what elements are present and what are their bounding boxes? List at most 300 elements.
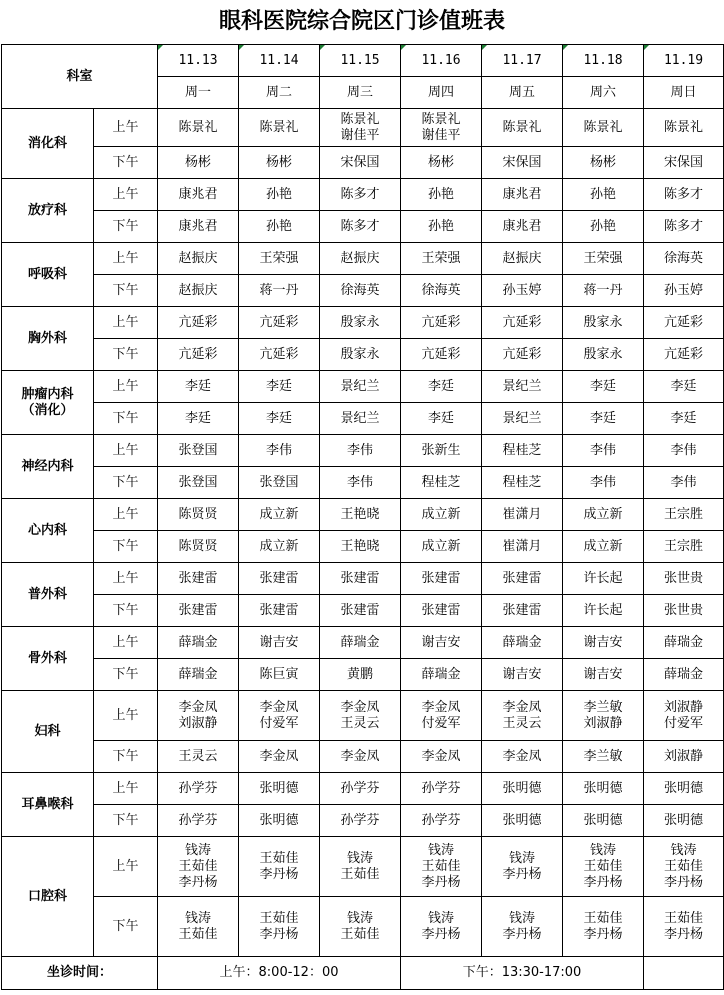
doctor-name: 孙艳 <box>266 186 293 202</box>
doctor-cell <box>158 897 239 957</box>
doctor-name: 薛瑞金 <box>421 666 461 682</box>
doctor-name: 孙学芬 <box>178 780 218 796</box>
doctor-name: 王荣强 <box>421 250 461 266</box>
duty-roster-table <box>1 44 724 990</box>
doctor-name: 杨彬 <box>185 154 212 170</box>
doctor-name: 李廷 <box>590 410 617 426</box>
doctor-cell <box>158 435 239 467</box>
doctor-name: 陈景礼 <box>340 111 380 127</box>
doctor-name: 李廷 <box>185 410 212 426</box>
doctor-cell <box>644 805 724 837</box>
doctor-name: 孙玉婷 <box>664 282 704 298</box>
doctor-name: 孙学芬 <box>340 812 380 828</box>
doctor-name: 钱涛 <box>509 910 536 926</box>
doctor-cell <box>158 179 239 211</box>
doctor-name: 亢延彩 <box>178 346 218 362</box>
doctor-name: 王艳晓 <box>340 506 380 522</box>
doctor-cell <box>320 897 401 957</box>
department-name: 骨外科 <box>2 627 94 691</box>
doctor-name: 钱涛 <box>347 850 374 866</box>
doctor-cell <box>482 805 563 837</box>
doctor-name: 李丹杨 <box>502 866 542 882</box>
doctor-name: 李廷 <box>185 378 212 394</box>
session-label: 下午 <box>94 897 158 957</box>
doctor-cell <box>239 659 320 691</box>
doctor-cell <box>563 435 644 467</box>
footer-empty-cell <box>644 957 724 990</box>
doctor-name: 崔潇月 <box>502 538 542 554</box>
doctor-name: 成立新 <box>259 538 299 554</box>
doctor-cell <box>644 897 724 957</box>
table-row <box>2 211 724 243</box>
doctor-cell <box>401 403 482 435</box>
doctor-name: 赵振庆 <box>340 250 380 266</box>
session-label: 下午 <box>94 339 158 371</box>
date-cell: 11.18 <box>563 45 644 77</box>
weekday-cell: 周一 <box>158 77 239 109</box>
doctor-cell <box>239 307 320 339</box>
department-name-line: 肿瘤内科 <box>21 386 74 402</box>
doctor-cell <box>239 805 320 837</box>
weekday-cell: 周三 <box>320 77 401 109</box>
doctor-cell <box>563 499 644 531</box>
doctor-name: 程桂芝 <box>502 442 542 458</box>
doctor-name: 钱涛 <box>185 910 212 926</box>
date-cell: 11.13 <box>158 45 239 77</box>
doctor-name: 张明德 <box>259 812 299 828</box>
doctor-name: 薛瑞金 <box>178 634 218 650</box>
doctor-cell <box>239 691 320 741</box>
doctor-cell <box>239 595 320 627</box>
doctor-cell <box>320 307 401 339</box>
session-label: 上午 <box>94 179 158 211</box>
doctor-name: 张明德 <box>502 812 542 828</box>
doctor-cell <box>158 627 239 659</box>
table-row <box>2 627 724 659</box>
doctor-name: 亢延彩 <box>259 314 299 330</box>
department-name: 呼吸科 <box>2 243 94 307</box>
doctor-cell <box>644 837 724 897</box>
page-title: 眼科医院综合院区门诊值班表 <box>218 9 505 34</box>
doctor-name: 谢吉安 <box>421 634 461 650</box>
doctor-cell <box>320 563 401 595</box>
doctor-name: 张建雷 <box>259 602 299 618</box>
doctor-cell <box>482 211 563 243</box>
table-row <box>2 275 724 307</box>
doctor-cell <box>239 531 320 563</box>
session-label: 上午 <box>94 499 158 531</box>
table-row <box>2 147 724 179</box>
doctor-name: 王荣强 <box>259 250 299 266</box>
doctor-cell <box>239 773 320 805</box>
doctor-name: 谢佳平 <box>340 127 380 143</box>
doctor-name: 李廷 <box>428 410 455 426</box>
table-row <box>2 371 724 403</box>
doctor-name: 王茹佳 <box>259 850 299 866</box>
doctor-name: 亢延彩 <box>502 314 542 330</box>
doctor-name: 张登国 <box>178 474 218 490</box>
doctor-cell <box>239 109 320 147</box>
doctor-name: 赵振庆 <box>178 250 218 266</box>
doctor-name: 王灵云 <box>178 748 218 764</box>
table-row <box>2 307 724 339</box>
doctor-name: 陈贤贤 <box>178 506 218 522</box>
doctor-name: 殷家永 <box>340 346 380 362</box>
doctor-cell <box>482 837 563 897</box>
table-row <box>2 339 724 371</box>
date-cell: 11.14 <box>239 45 320 77</box>
doctor-cell <box>644 147 724 179</box>
doctor-name: 徐海英 <box>340 282 380 298</box>
doctor-cell <box>158 563 239 595</box>
date-cell: 11.16 <box>401 45 482 77</box>
table-row <box>2 805 724 837</box>
doctor-name: 陈景礼 <box>259 119 299 135</box>
doctor-name: 陈景礼 <box>178 119 218 135</box>
table-row <box>2 179 724 211</box>
doctor-name: 蒋一丹 <box>583 282 623 298</box>
doctor-name: 付爱军 <box>664 715 704 731</box>
doctor-cell <box>401 627 482 659</box>
doctor-cell <box>158 147 239 179</box>
doctor-cell <box>563 837 644 897</box>
doctor-name: 钱涛 <box>428 910 455 926</box>
doctor-name: 张世贵 <box>664 570 704 586</box>
doctor-cell <box>401 595 482 627</box>
doctor-cell <box>158 741 239 773</box>
doctor-name: 刘淑静 <box>583 715 623 731</box>
doctor-name: 陈贤贤 <box>178 538 218 554</box>
doctor-cell <box>482 179 563 211</box>
doctor-cell <box>644 691 724 741</box>
doctor-name: 亢延彩 <box>178 314 218 330</box>
doctor-name: 蒋一丹 <box>259 282 299 298</box>
doctor-cell <box>239 741 320 773</box>
doctor-cell <box>401 499 482 531</box>
doctor-cell <box>644 741 724 773</box>
doctor-cell <box>239 897 320 957</box>
doctor-cell <box>320 371 401 403</box>
date-cell: 11.19 <box>644 45 724 77</box>
department-name-line: （消化） <box>21 402 74 418</box>
doctor-name: 陈多才 <box>340 186 380 202</box>
session-label: 下午 <box>94 275 158 307</box>
doctor-name: 孙学芬 <box>178 812 218 828</box>
doctor-name: 李兰敏 <box>583 748 623 764</box>
doctor-cell <box>644 403 724 435</box>
doctor-cell <box>563 243 644 275</box>
session-label: 上午 <box>94 773 158 805</box>
doctor-cell <box>563 531 644 563</box>
doctor-name: 王茹佳 <box>664 910 704 926</box>
doctor-name: 李丹杨 <box>421 926 461 942</box>
doctor-cell <box>239 837 320 897</box>
doctor-cell <box>320 179 401 211</box>
doctor-cell <box>401 371 482 403</box>
doctor-cell <box>482 109 563 147</box>
doctor-name: 薛瑞金 <box>664 634 704 650</box>
weekday-cell: 周二 <box>239 77 320 109</box>
doctor-cell <box>482 595 563 627</box>
doctor-cell <box>158 467 239 499</box>
doctor-cell <box>239 563 320 595</box>
session-label: 上午 <box>94 563 158 595</box>
department-name: 放疗科 <box>2 179 94 243</box>
doctor-cell <box>401 435 482 467</box>
doctor-name: 殷家永 <box>583 314 623 330</box>
doctor-cell <box>320 773 401 805</box>
doctor-cell <box>320 275 401 307</box>
doctor-cell <box>644 627 724 659</box>
doctor-name: 王灵云 <box>340 715 380 731</box>
doctor-name: 王茹佳 <box>178 926 218 942</box>
doctor-name: 成立新 <box>421 506 461 522</box>
session-label: 上午 <box>94 307 158 339</box>
doctor-cell <box>239 371 320 403</box>
doctor-cell <box>239 211 320 243</box>
department-name: 胸外科 <box>2 307 94 371</box>
department-name <box>2 371 94 435</box>
doctor-name: 王茹佳 <box>583 858 623 874</box>
doctor-name: 陈景礼 <box>421 111 461 127</box>
session-label: 下午 <box>94 741 158 773</box>
doctor-name: 王荣强 <box>583 250 623 266</box>
doctor-name: 谢吉安 <box>502 666 542 682</box>
department-name: 口腔科 <box>2 837 94 957</box>
doctor-cell <box>320 659 401 691</box>
doctor-cell <box>239 403 320 435</box>
table-row <box>2 435 724 467</box>
doctor-name: 李伟 <box>266 442 293 458</box>
doctor-name: 亢延彩 <box>259 346 299 362</box>
table-row <box>2 595 724 627</box>
doctor-name: 李金凤 <box>421 748 461 764</box>
doctor-cell <box>401 659 482 691</box>
doctor-cell <box>644 211 724 243</box>
doctor-name: 宋保国 <box>502 154 542 170</box>
doctor-name: 李伟 <box>590 474 617 490</box>
doctor-name: 李廷 <box>428 378 455 394</box>
doctor-name: 徐海英 <box>664 250 704 266</box>
doctor-cell <box>320 741 401 773</box>
doctor-cell <box>320 467 401 499</box>
doctor-name: 亢延彩 <box>664 314 704 330</box>
doctor-name: 张明德 <box>664 780 704 796</box>
doctor-name: 康兆君 <box>178 186 218 202</box>
doctor-cell <box>563 659 644 691</box>
doctor-cell <box>320 805 401 837</box>
doctor-cell <box>482 403 563 435</box>
morning-hours: 上午：8:00-12：00 <box>158 957 401 990</box>
doctor-name: 钱涛 <box>428 842 455 858</box>
doctor-cell <box>482 897 563 957</box>
session-label: 上午 <box>94 691 158 741</box>
doctor-cell <box>401 147 482 179</box>
doctor-cell <box>401 243 482 275</box>
doctor-cell <box>239 147 320 179</box>
doctor-name: 李廷 <box>590 378 617 394</box>
doctor-name: 张新生 <box>421 442 461 458</box>
doctor-name: 李伟 <box>347 442 374 458</box>
doctor-name: 许长起 <box>583 602 623 618</box>
doctor-cell <box>158 307 239 339</box>
doctor-cell <box>644 307 724 339</box>
doctor-name: 陈景礼 <box>502 119 542 135</box>
doctor-name: 程桂芝 <box>421 474 461 490</box>
doctor-name: 陈巨寅 <box>259 666 299 682</box>
doctor-name: 张明德 <box>583 780 623 796</box>
doctor-cell <box>482 531 563 563</box>
doctor-cell <box>239 435 320 467</box>
doctor-cell <box>644 179 724 211</box>
doctor-name: 许长起 <box>583 570 623 586</box>
department-name: 普外科 <box>2 563 94 627</box>
date-header-row <box>2 45 724 77</box>
date-cell: 11.17 <box>482 45 563 77</box>
doctor-cell <box>482 371 563 403</box>
doctor-cell <box>158 371 239 403</box>
doctor-name: 李丹杨 <box>583 874 623 890</box>
doctor-name: 张建雷 <box>178 570 218 586</box>
doctor-cell <box>644 595 724 627</box>
doctor-cell <box>482 499 563 531</box>
session-label: 上午 <box>94 627 158 659</box>
department-name: 消化科 <box>2 109 94 179</box>
doctor-name: 杨彬 <box>428 154 455 170</box>
doctor-cell <box>563 805 644 837</box>
doctor-name: 孙艳 <box>590 186 617 202</box>
doctor-cell <box>644 435 724 467</box>
table-row <box>2 773 724 805</box>
department-name: 妇科 <box>2 691 94 773</box>
doctor-name: 王茹佳 <box>178 858 218 874</box>
doctor-cell <box>320 403 401 435</box>
doctor-cell <box>158 837 239 897</box>
doctor-name: 李金凤 <box>178 699 218 715</box>
session-label: 上午 <box>94 435 158 467</box>
doctor-name: 张建雷 <box>421 570 461 586</box>
doctor-name: 钱涛 <box>509 850 536 866</box>
doctor-cell <box>320 531 401 563</box>
doctor-name: 薛瑞金 <box>502 634 542 650</box>
weekday-cell: 周六 <box>563 77 644 109</box>
doctor-name: 康兆君 <box>502 186 542 202</box>
doctor-cell <box>563 179 644 211</box>
doctor-cell <box>239 499 320 531</box>
session-label: 下午 <box>94 467 158 499</box>
doctor-cell <box>401 531 482 563</box>
doctor-cell <box>158 659 239 691</box>
doctor-cell <box>644 109 724 147</box>
doctor-cell <box>239 275 320 307</box>
session-label: 上午 <box>94 243 158 275</box>
session-label: 上午 <box>94 109 158 147</box>
doctor-cell <box>401 307 482 339</box>
doctor-cell <box>401 837 482 897</box>
doctor-name: 李金凤 <box>502 748 542 764</box>
doctor-name: 成立新 <box>583 538 623 554</box>
doctor-name: 成立新 <box>583 506 623 522</box>
doctor-cell <box>563 339 644 371</box>
doctor-cell <box>320 595 401 627</box>
doctor-cell <box>320 243 401 275</box>
doctor-cell <box>401 773 482 805</box>
doctor-name: 刘淑静 <box>664 748 704 764</box>
doctor-name: 李金凤 <box>340 748 380 764</box>
doctor-cell <box>482 563 563 595</box>
doctor-name: 张建雷 <box>178 602 218 618</box>
doctor-name: 杨彬 <box>266 154 293 170</box>
doctor-name: 钱涛 <box>347 910 374 926</box>
doctor-name: 亢延彩 <box>421 346 461 362</box>
doctor-cell <box>401 691 482 741</box>
department-name: 耳鼻喉科 <box>2 773 94 837</box>
doctor-name: 李伟 <box>670 474 697 490</box>
doctor-name: 黄鹏 <box>347 666 374 682</box>
doctor-name: 李伟 <box>670 442 697 458</box>
table-row <box>2 467 724 499</box>
doctor-name: 成立新 <box>259 506 299 522</box>
doctor-cell <box>644 773 724 805</box>
doctor-name: 薛瑞金 <box>664 666 704 682</box>
doctor-cell <box>401 339 482 371</box>
date-cell: 11.15 <box>320 45 401 77</box>
doctor-name: 李丹杨 <box>421 874 461 890</box>
session-label: 下午 <box>94 659 158 691</box>
doctor-name: 赵振庆 <box>502 250 542 266</box>
doctor-cell <box>482 741 563 773</box>
doctor-cell <box>482 243 563 275</box>
session-label: 上午 <box>94 371 158 403</box>
doctor-name: 王茹佳 <box>259 910 299 926</box>
doctor-cell <box>644 371 724 403</box>
department-name: 神经内科 <box>2 435 94 499</box>
footer-row <box>2 957 724 990</box>
doctor-name: 陈多才 <box>664 186 704 202</box>
doctor-cell <box>239 339 320 371</box>
doctor-cell <box>320 435 401 467</box>
doctor-name: 谢佳平 <box>421 127 461 143</box>
doctor-name: 李金凤 <box>259 748 299 764</box>
doctor-name: 殷家永 <box>340 314 380 330</box>
doctor-name: 钱涛 <box>590 842 617 858</box>
doctor-cell <box>482 339 563 371</box>
session-label: 下午 <box>94 147 158 179</box>
doctor-cell <box>401 179 482 211</box>
doctor-name: 李金凤 <box>340 699 380 715</box>
doctor-cell <box>320 499 401 531</box>
weekday-cell: 周四 <box>401 77 482 109</box>
session-label: 上午 <box>94 837 158 897</box>
doctor-cell <box>239 243 320 275</box>
session-label: 下午 <box>94 211 158 243</box>
doctor-cell <box>320 211 401 243</box>
doctor-name: 陈景礼 <box>583 119 623 135</box>
doctor-cell <box>158 595 239 627</box>
doctor-name: 程桂芝 <box>502 474 542 490</box>
doctor-cell <box>563 773 644 805</box>
doctor-name: 李丹杨 <box>583 926 623 942</box>
doctor-name: 崔潇月 <box>502 506 542 522</box>
doctor-name: 康兆君 <box>502 218 542 234</box>
table-row <box>2 243 724 275</box>
doctor-name: 景纪兰 <box>340 378 380 394</box>
doctor-cell <box>158 691 239 741</box>
doctor-cell <box>644 659 724 691</box>
doctor-cell <box>158 109 239 147</box>
doctor-cell <box>563 741 644 773</box>
doctor-cell <box>644 243 724 275</box>
